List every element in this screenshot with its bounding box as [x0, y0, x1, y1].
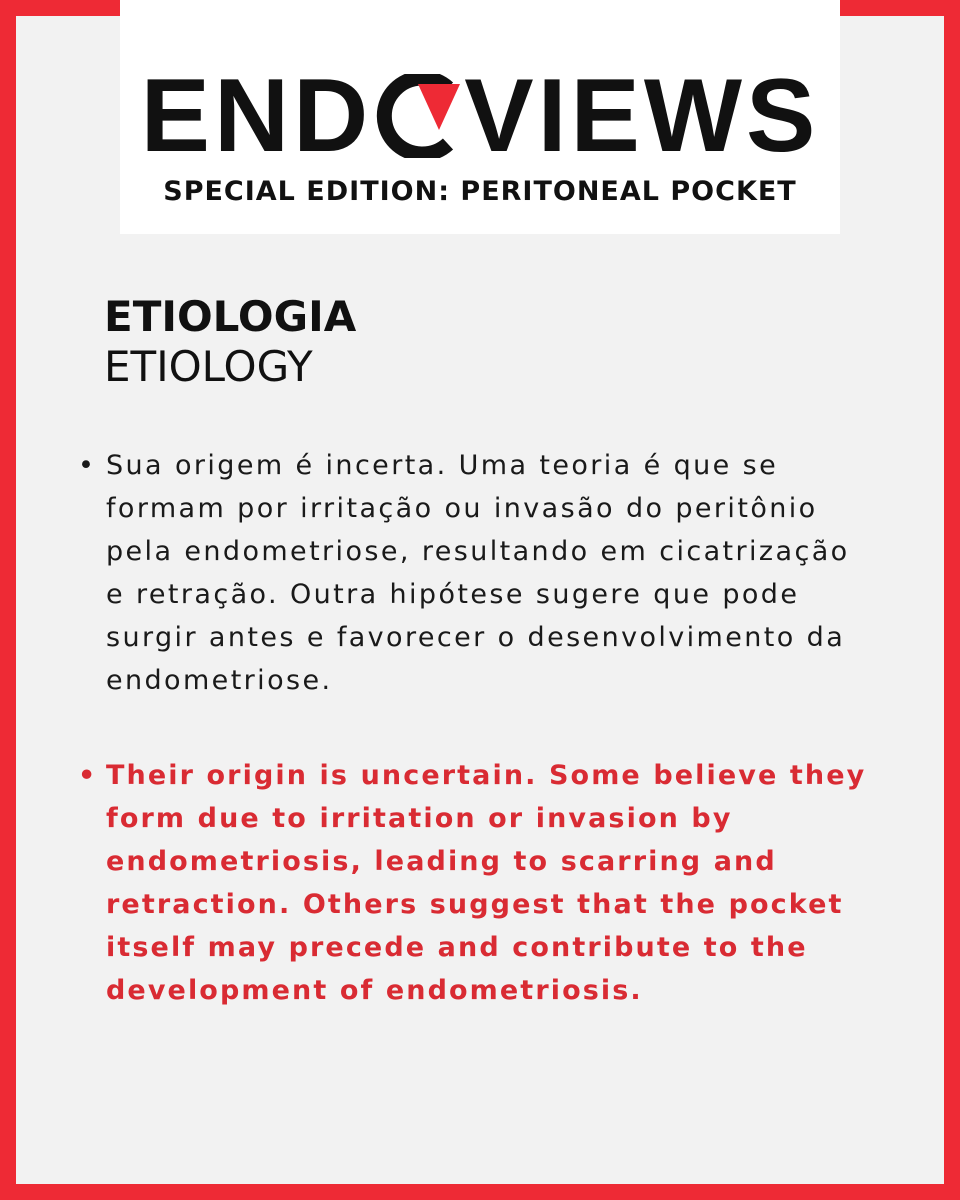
bullet-en [78, 754, 878, 1012]
bullet-en-text: Their origin is uncertain. Some believe they form due to irritation or invasion by endometriosis, leading to scarring and retraction. Others suggest that the pocket itself may precede and contribute to the development of endometriosis. [106, 760, 867, 1006]
logo-o-icon [374, 74, 462, 158]
bullet-dot: • [78, 450, 97, 481]
edition-subtitle: SPECIAL EDITION: PERITONEAL POCKET [163, 176, 797, 207]
brand-logo [120, 58, 840, 207]
section-title-pt: ETIOLOGIA [104, 292, 357, 341]
logo-wordmark: END VIEWS [140, 58, 820, 174]
header-box [120, 0, 840, 234]
bullet-pt-text: Sua origem é incerta. Uma teoria é que se formam por irritação ou invasão do peritônio pela endometriose, resultando em cicatrização e retração. Outra hipótese sugere que pode surgir antes e favorecer o desenvolvimento da endometriose. [106, 450, 850, 696]
bullet-dot: • [78, 760, 98, 791]
bullet-pt [78, 444, 878, 702]
section-title-en: ETIOLOGY [104, 342, 313, 391]
